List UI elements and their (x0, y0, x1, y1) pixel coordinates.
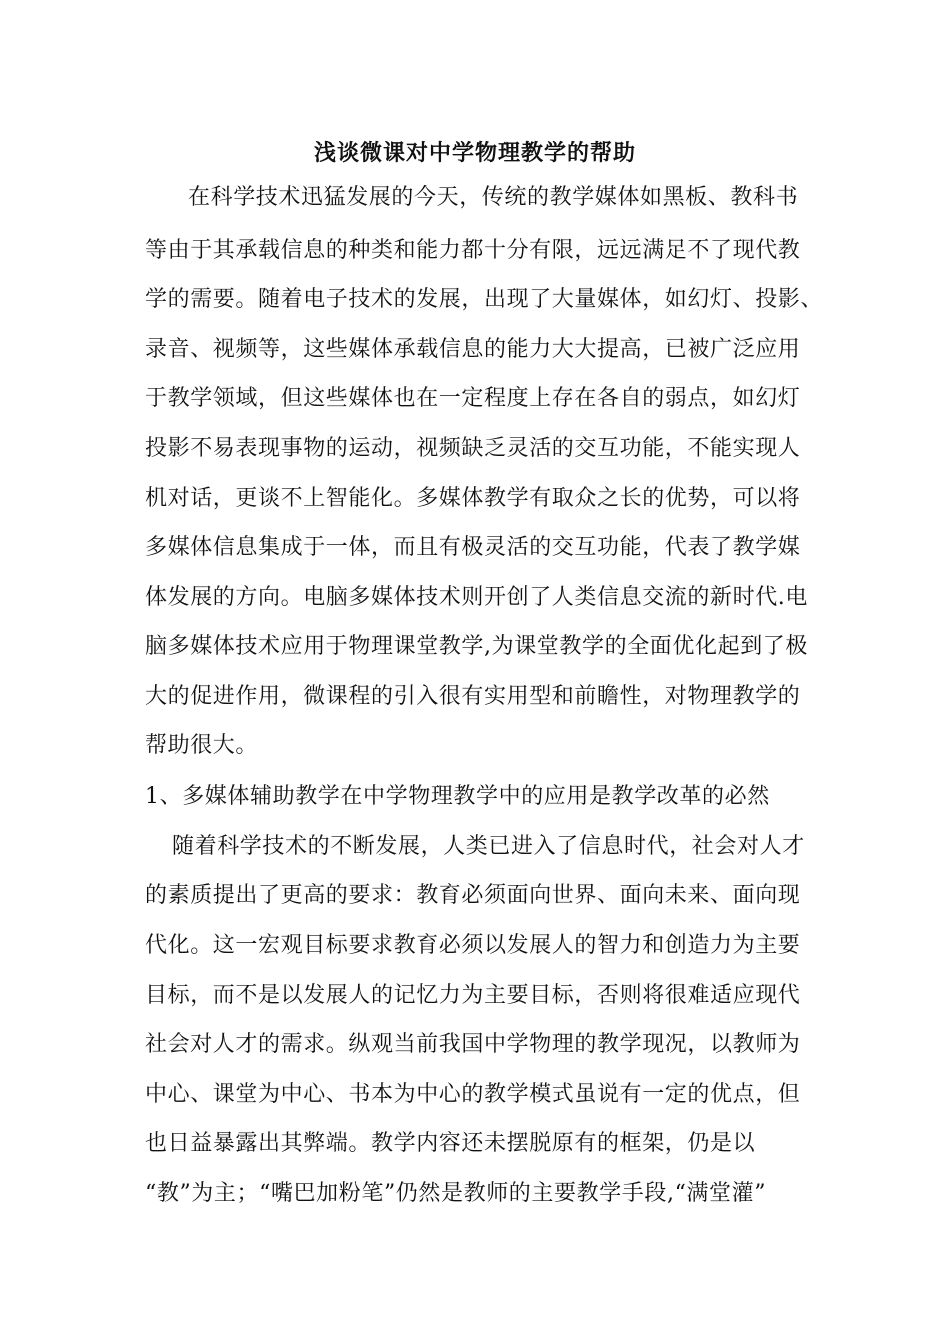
paragraph-line: 大的促进作用，微课程的引入很有实用型和前瞻性，对物理教学的 (145, 684, 801, 709)
paragraph-line: 目标，而不是以发展人的记忆力为主要目标，否则将很难适应现代 (145, 983, 801, 1008)
paragraph-line: 中心、课堂为中心、书本为中心的教学模式虽说有一定的优点，但 (145, 1082, 801, 1107)
paragraph-line: 的素质提出了更高的要求：教育必须面向世界、面向未来、面向现 (145, 883, 801, 908)
document-title: 浅谈微课对中学物理教学的帮助 (313, 140, 636, 166)
paragraph-line: 多媒体信息集成于一体，而且有极灵活的交互功能，代表了教学媒 (145, 535, 801, 560)
paragraph-line: 在科学技术迅猛发展的今天，传统的教学媒体如黑板、教科书 (188, 185, 799, 210)
paragraph-line: 社会对人才的需求。纵观当前我国中学物理的教学现况，以教师为 (145, 1032, 801, 1057)
section-heading: 1、多媒体辅助教学在中学物理教学中的应用是教学改革的必然 (145, 784, 770, 809)
paragraph-line: 也日益暴露出其弊端。教学内容还未摆脱原有的框架，仍是以 (145, 1131, 756, 1156)
paragraph-line: 脑多媒体技术应用于物理课堂教学,为课堂教学的全面优化起到了极 (145, 634, 808, 659)
paragraph-line: 代化。这一宏观目标要求教育必须以发展人的智力和创造力为主要 (145, 933, 801, 958)
paragraph-line: 投影不易表现事物的运动，视频缺乏灵活的交互功能，不能实现人 (145, 436, 801, 461)
paragraph-line: 帮助很大。 (145, 733, 259, 758)
paragraph-line: 于教学领域，但这些媒体也在一定程度上存在各自的弱点，如幻灯 (145, 386, 801, 411)
paragraph-line: 随着科学技术的不断发展，人类已进入了信息时代，社会对人才 (172, 834, 805, 859)
paragraph-line: 体发展的方向。电脑多媒体技术则开创了人类信息交流的新时代.电 (145, 585, 808, 610)
paragraph-line: 录音、视频等，这些媒体承载信息的能力大大提高，已被广泛应用 (145, 337, 801, 362)
paragraph-line: 学的需要。随着电子技术的发展，出现了大量媒体，如幻灯、投影、 (145, 287, 824, 312)
paragraph-line: “教”为主；“嘴巴加粉笔”仍然是教师的主要教学手段,“满堂灌” (145, 1181, 767, 1206)
paragraph-line: 等由于其承载信息的种类和能力都十分有限，远远满足不了现代教 (145, 238, 801, 263)
paragraph-line: 机对话，更谈不上智能化。多媒体教学有取众之长的优势，可以将 (145, 486, 801, 511)
